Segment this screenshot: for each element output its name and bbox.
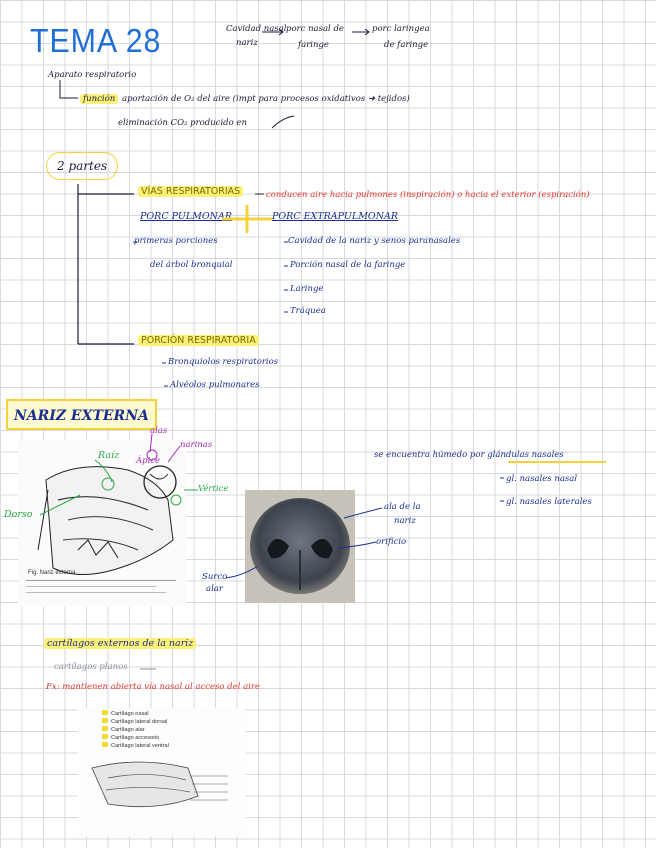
extrapulmonar-item-4: Tráquea <box>290 306 326 316</box>
parts-label: 2 partes <box>46 152 118 180</box>
cartilagos-note: Fx: mantienen abierta vía nasal al acceso del aire <box>46 682 260 692</box>
note-line-3: gl. nasales laterales <box>506 497 592 507</box>
respiratoria-item-1: Bronquiolos respiratorios <box>168 357 279 367</box>
pulmonar-item-1: primeras porciones <box>134 236 218 246</box>
flow-middle-line2: faringe <box>298 40 329 50</box>
vias-tag: VÍAS RESPIRATORIAS <box>138 186 243 197</box>
label-surco: Surco <box>202 572 228 582</box>
function-text: aportación de O₂ del aire (impt para procesos oxidativos ➜ tejidos) <box>122 94 410 104</box>
nariz-title-text: NARIZ EXTERNA <box>14 408 149 424</box>
label-orificio: orificio <box>376 537 407 547</box>
cartilagos-subtitle: cartílagos planos <box>54 662 128 672</box>
label-apice: Ápice <box>136 456 161 466</box>
page-title: TEMA 28 <box>30 22 162 59</box>
pulmonar-label: PORC PULMONAR <box>140 211 233 222</box>
label-dorso: Dorso <box>4 509 33 520</box>
legend-item: Cartílago alar <box>102 726 169 734</box>
extrapulmonar-item-1: Cavidad de la nariz y senos paranasales <box>288 236 461 246</box>
pulmonar-item-2: del árbol bronquial <box>150 260 233 270</box>
note-line-2: gl. nasales nasal <box>506 474 578 484</box>
label-alas: alas <box>150 426 168 436</box>
label-ala-nariz: ala de la <box>384 502 421 512</box>
respiratoria-item-2: Alvéolos pulmonares <box>170 380 260 390</box>
flow-right-line2: de faringe <box>384 40 429 50</box>
extrapulmonar-item-3: Laringe <box>290 284 324 294</box>
extrapulmonar-item-2: Porción nasal de la faringe <box>290 260 406 270</box>
label-ala-nariz-line2: nariz <box>394 516 416 526</box>
flow-left-line2: nariz <box>236 38 258 48</box>
diagram-caption: Fig. Nariz externa <box>28 570 76 576</box>
flow-right: porc laringea <box>372 24 430 34</box>
legend-item: Cartílago lateral ventral <box>102 742 169 750</box>
label-narinas: narinas <box>180 440 213 450</box>
function-tag: función <box>80 94 118 104</box>
note-line-1: se encuentra húmedo por glándulas nasales <box>374 450 564 460</box>
flow-middle: porc nasal de <box>286 24 344 34</box>
respiratoria-tag: PORCIÓN RESPIRATORIA <box>138 335 259 346</box>
label-raiz: Raíz <box>98 450 120 461</box>
label-vertice: Vértice <box>198 484 229 494</box>
legend-item: Cartílago nasal <box>102 710 169 718</box>
extrapulmonar-label: PORC EXTRAPULMONAR <box>272 211 399 222</box>
vias-description: conducen aire hacia pulmones (inspiración) o hacia el exterior (espiración) <box>266 190 590 200</box>
elimination-text: eliminación CO₂ producido en <box>118 118 247 128</box>
legend-item: Cartílago accesorio <box>102 734 169 742</box>
label-surco-line2: alar <box>206 584 223 594</box>
topic-label: Aparato respiratorio <box>48 70 137 80</box>
flow-left: Cavidad nasal <box>226 24 287 34</box>
legend-item: Cartílago lateral dorsal <box>102 718 169 726</box>
cartilagos-tag: cartílagos externos de la nariz <box>44 638 196 649</box>
